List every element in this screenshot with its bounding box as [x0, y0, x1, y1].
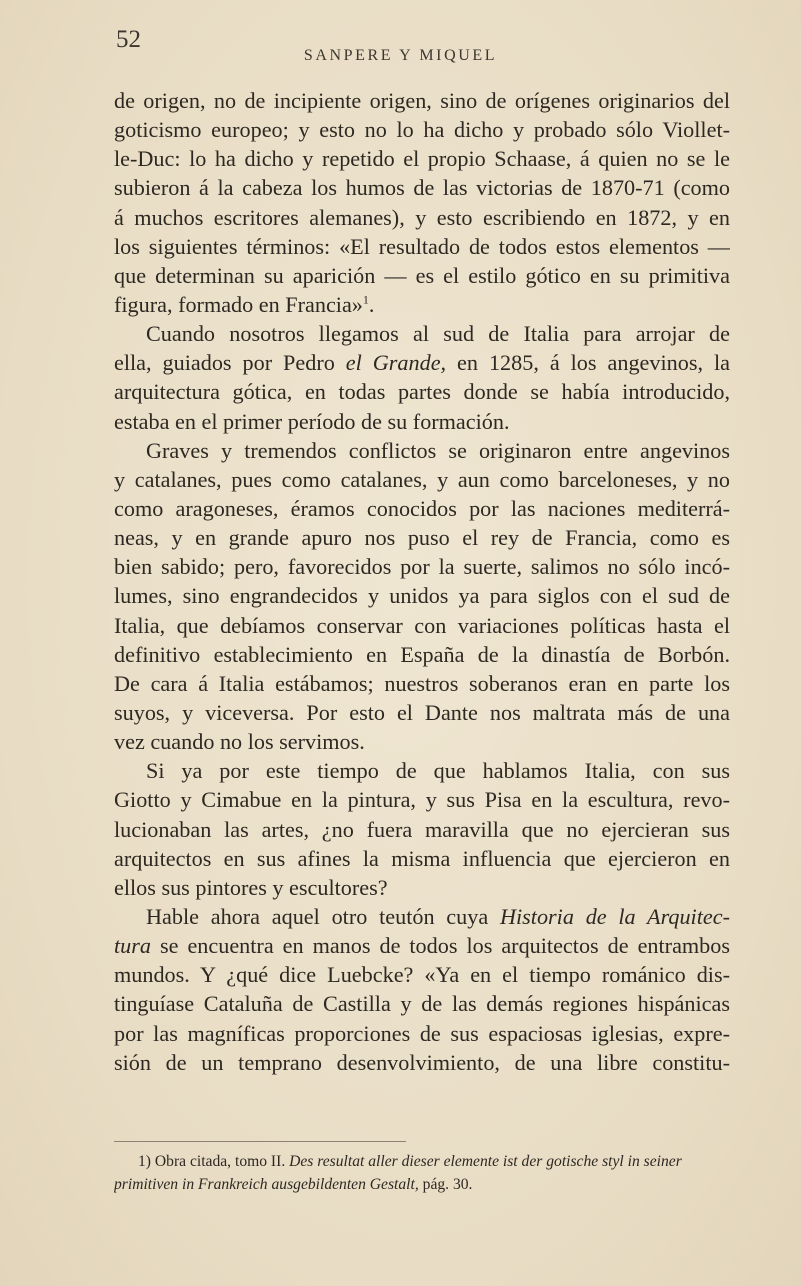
text-line: los siguientes términos: «El resultado de todos estos elementos —: [114, 233, 730, 259]
text-line: Giotto y Cimabue en la pintura, y sus Pisa en la escultura, revo-: [114, 787, 730, 813]
text-line: ellos sus pintores y escultores?: [114, 874, 388, 900]
text-line: que determinan su aparición — es el estilo gótico en su primitiva: [114, 262, 730, 288]
text-line: lumes, sino engrandecidos y unidos ya para siglos con el sud de: [114, 583, 730, 609]
text-line: Graves y tremendos conflictos se originaron entre angevinos: [146, 437, 730, 463]
text-line: Cuando nosotros llegamos al sud de Italia para arrojar de: [146, 321, 730, 347]
text-line: por las magníficas proporciones de sus espaciosas iglesias, expre-: [114, 1020, 730, 1046]
text-line: arquitectura gótica, en todas partes donde se había introducido,: [114, 379, 730, 405]
text-line: lucionaban las artes, ¿no fuera maravilla que no ejercieran sus: [114, 816, 730, 842]
italic-text: Historia de la Arquitec-: [499, 903, 730, 929]
footnote-divider: [114, 1141, 406, 1142]
text-line: Si ya por este tiempo de que hablamos Italia, con sus: [146, 758, 730, 784]
text-line: tura se encuentra en manos de todos los arquitectos de entrambos: [114, 933, 730, 959]
text-line: suyos, y viceversa. Por esto el Dante nos maltrata más de una: [114, 699, 730, 725]
text-line: y catalanes, pues como catalanes, y aun como barceloneses, y no: [114, 466, 730, 492]
text-line: á muchos escritores alemanes), y esto escribiendo en 1872, y en: [114, 204, 730, 230]
text-line: Hable ahora aquel otro teutón cuya Historia de la Arquitec-: [146, 903, 730, 929]
running-head: SANPERE Y MIQUEL: [303, 47, 498, 64]
text-line: arquitectos en sus afines la misma influencia que ejercieron en: [114, 845, 730, 871]
text-line: bien sabido; pero, favorecidos por la suerte, salimos no sólo incó-: [114, 554, 730, 580]
text-line: definitivo establecimiento en España de la dinastía de Borbón.: [114, 641, 730, 667]
text-line: sión de un temprano desenvolvimiento, de una libre constitu-: [114, 1049, 730, 1075]
text-line: neas, y en grande apuro nos puso el rey de Francia, como es: [114, 525, 730, 551]
footnote-marker: 1: [362, 292, 369, 307]
italic-text: tura: [114, 933, 151, 959]
text-line: como aragoneses, éramos conocidos por las naciones mediterrá-: [114, 495, 730, 521]
page-number: 52: [116, 26, 141, 53]
body-text: [114, 86, 730, 1077]
text-line: mundos. Y ¿qué dice Luebcke? «Ya en el tiempo románico dis-: [114, 962, 730, 988]
text-line: le-Duc: lo ha dicho y repetido el propio Schaase, á quien no se le: [114, 146, 730, 172]
footnote-line: 1) Obra citada, tomo II. Des resultat aller dieser elemente ist der gotische styl in seiner: [138, 1153, 682, 1170]
text-line: subieron á la cabeza los humos de las victorias de 1870-71 (como: [114, 175, 730, 201]
text-line: ella, guiados por Pedro el Grande, en 1285, á los angevinos, la: [114, 350, 730, 376]
text-line: tinguíase Cataluña de Castilla y de las demás regiones hispánicas: [114, 991, 730, 1017]
text-line: Italia, que debíamos conservar con variaciones políticas hasta el: [114, 612, 730, 638]
text-line: De cara á Italia estábamos; nuestros soberanos eran en parte los: [114, 670, 730, 696]
text-line: goticismo europeo; y esto no lo ha dicho y probado sólo Viollet-: [114, 117, 730, 143]
footnote-line: primitiven in Frankreich ausgebildenten Gestalt, pág. 30.: [114, 1176, 473, 1193]
text-line: vez cuando no los servimos.: [114, 729, 365, 755]
footnote: [114, 1150, 730, 1196]
text-line: de origen, no de incipiente origen, sino de orígenes originarios del: [114, 88, 730, 113]
italic-text: el Grande,: [345, 350, 447, 376]
text-line: estaba en el primer período de su formación.: [114, 408, 510, 434]
italic-text: Des resultat aller dieser elemente ist der gotische styl in seiner: [289, 1153, 682, 1170]
text-line: figura, formado en Francia»$^1$.: [114, 291, 375, 317]
italic-text: primitiven in Frankreich ausgebildenten Gestalt,: [114, 1176, 419, 1193]
